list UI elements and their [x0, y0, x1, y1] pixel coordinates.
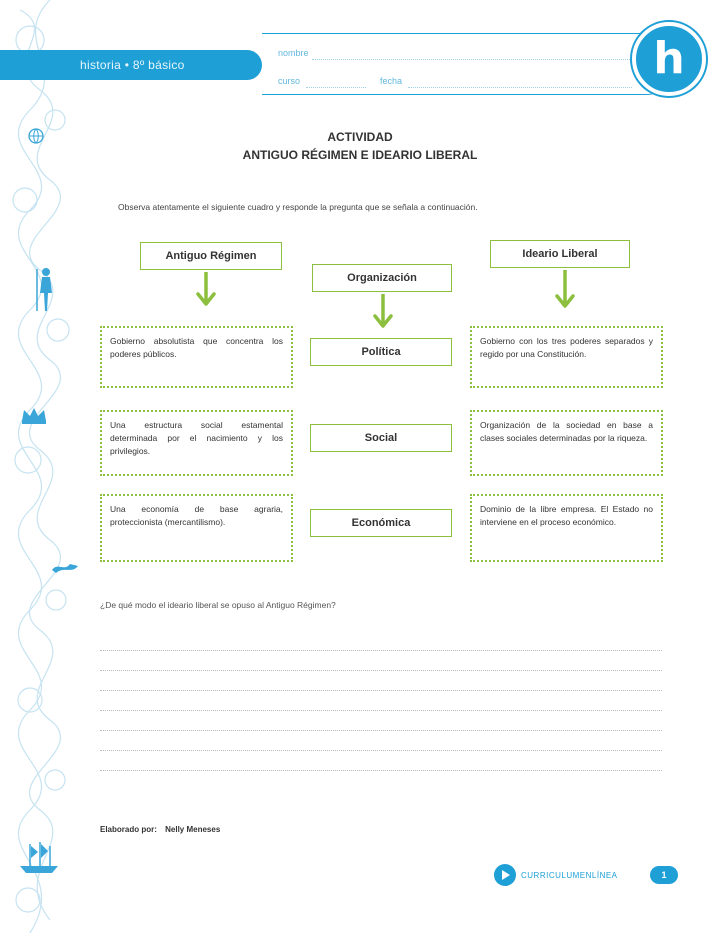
subject-label: historia • 8º básico [80, 58, 185, 72]
soldier-figure-icon [34, 265, 58, 313]
old-regime-economic-box: Una economía de base agraria, proteccionista (mercantilismo). [100, 494, 293, 562]
liberal-economic-box: Dominio de la libre empresa. El Estado no interviene en el proceso económico. [470, 494, 663, 562]
activity-subtitle: ANTIGUO RÉGIMEN E IDEARIO LIBERAL [242, 148, 478, 162]
answer-line[interactable] [100, 730, 662, 731]
historia-logo [632, 22, 706, 96]
author-credit [100, 825, 220, 834]
liberal-social-box: Organización de la sociedad en base a clases sociales determinadas por la riqueza. [470, 410, 663, 476]
right-column-header: Ideario Liberal [490, 240, 630, 268]
instruction-text: Observa atentamente el siguiente cuadro y responde la pregunta que se señala a continuación. [118, 202, 478, 212]
name-label: nombre [278, 48, 309, 58]
category-social: Social [310, 424, 452, 452]
down-arrow-icon [196, 272, 216, 312]
answer-line[interactable] [100, 710, 662, 711]
question-text: ¿De qué modo el ideario liberal se opuso al Antiguo Régimen? [100, 600, 336, 610]
course-field[interactable] [306, 87, 366, 88]
answer-line[interactable] [100, 770, 662, 771]
old-regime-social-box: Una estructura social estamental determinada por el nacimiento y los privilegios. [100, 410, 293, 476]
author-name: Nelly Meneses [165, 825, 221, 834]
logo-letter: h [653, 33, 685, 84]
category-political: Política [310, 338, 452, 366]
category-economic: Económica [310, 509, 452, 537]
brand-name: CURRICULUMENLÍNEA [521, 870, 618, 880]
down-arrow-icon [373, 294, 393, 334]
activity-title: ACTIVIDAD [327, 130, 393, 144]
name-field[interactable] [312, 59, 632, 60]
course-label: curso [278, 76, 301, 86]
left-column-header: Antiguo Régimen [140, 242, 282, 270]
answer-line[interactable] [100, 650, 662, 651]
date-field[interactable] [408, 87, 632, 88]
ship-icon [16, 840, 62, 876]
down-arrow-icon [555, 270, 575, 314]
curriculum-brand[interactable] [494, 864, 618, 886]
author-label: Elaborado por: [100, 825, 157, 834]
flag-icon [50, 560, 80, 574]
answer-line[interactable] [100, 670, 662, 671]
subject-band [0, 50, 262, 80]
crown-icon [20, 405, 48, 425]
date-label: fecha [380, 76, 403, 86]
play-logo-icon [494, 864, 516, 886]
student-info-form [262, 33, 662, 95]
liberal-political-box: Gobierno con los tres poderes separados y regido por una Constitución. [470, 326, 663, 388]
old-regime-political-box: Gobierno absolutista que concentra los poderes públicos. [100, 326, 293, 388]
answer-line[interactable] [100, 690, 662, 691]
center-column-header: Organización [312, 264, 452, 292]
page-number-badge: 1 [650, 866, 678, 884]
answer-line[interactable] [100, 750, 662, 751]
